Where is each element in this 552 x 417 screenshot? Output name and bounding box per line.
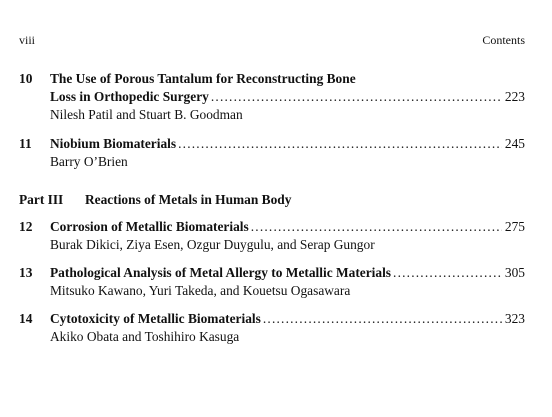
toc-entry-chapter-10[interactable] <box>19 70 525 124</box>
chapter-page-number[interactable]: 305 <box>504 265 525 280</box>
dot-leader <box>178 135 502 153</box>
running-head: Contents <box>482 33 525 47</box>
part-label: Part III <box>19 192 64 207</box>
toc-entry-chapter-12[interactable] <box>19 218 525 254</box>
part-title: Reactions of Metals in Human Body <box>85 192 292 207</box>
chapter-page-number[interactable]: 275 <box>504 219 525 234</box>
chapter-number: 12 <box>19 219 33 234</box>
chapter-authors: Mitsuko Kawano, Yuri Takeda, and Kouetsu Ogasawara <box>50 283 351 298</box>
chapter-title[interactable]: The Use of Porous Tantalum for Reconstructing Bone <box>50 71 356 86</box>
toc-entry-chapter-11[interactable] <box>19 135 525 171</box>
toc-entry-chapter-13[interactable] <box>19 264 525 300</box>
dot-leader <box>263 310 502 328</box>
chapter-number: 11 <box>19 136 32 151</box>
chapter-title[interactable]: Niobium Biomaterials <box>50 136 177 151</box>
chapter-page-number[interactable]: 323 <box>504 311 525 326</box>
toc-entry-chapter-14[interactable] <box>19 310 525 346</box>
page-number: viii <box>19 33 36 47</box>
chapter-title[interactable]: Corrosion of Metallic Biomaterials <box>50 219 249 234</box>
chapter-number: 14 <box>19 311 33 326</box>
part-heading <box>19 191 291 209</box>
chapter-authors: Burak Dikici, Ziya Esen, Ozgur Duygulu, and Serap Gungor <box>50 237 375 252</box>
chapter-page-number[interactable]: 245 <box>504 136 525 151</box>
chapter-title[interactable]: Cytotoxicity of Metallic Biomaterials <box>50 311 261 326</box>
dot-leader <box>251 218 502 236</box>
chapter-title-continued[interactable]: Loss in Orthopedic Surgery <box>50 89 209 104</box>
chapter-number: 10 <box>19 71 33 86</box>
dot-leader <box>393 264 502 282</box>
chapter-number: 13 <box>19 265 33 280</box>
chapter-authors: Akiko Obata and Toshihiro Kasuga <box>50 329 240 344</box>
chapter-authors: Nilesh Patil and Stuart B. Goodman <box>50 107 243 122</box>
dot-leader <box>211 88 502 106</box>
chapter-page-number[interactable]: 223 <box>504 89 525 104</box>
page-header <box>19 33 525 49</box>
chapter-title[interactable]: Pathological Analysis of Metal Allergy to Metallic Materials <box>50 265 392 280</box>
chapter-authors: Barry O’Brien <box>50 154 128 169</box>
